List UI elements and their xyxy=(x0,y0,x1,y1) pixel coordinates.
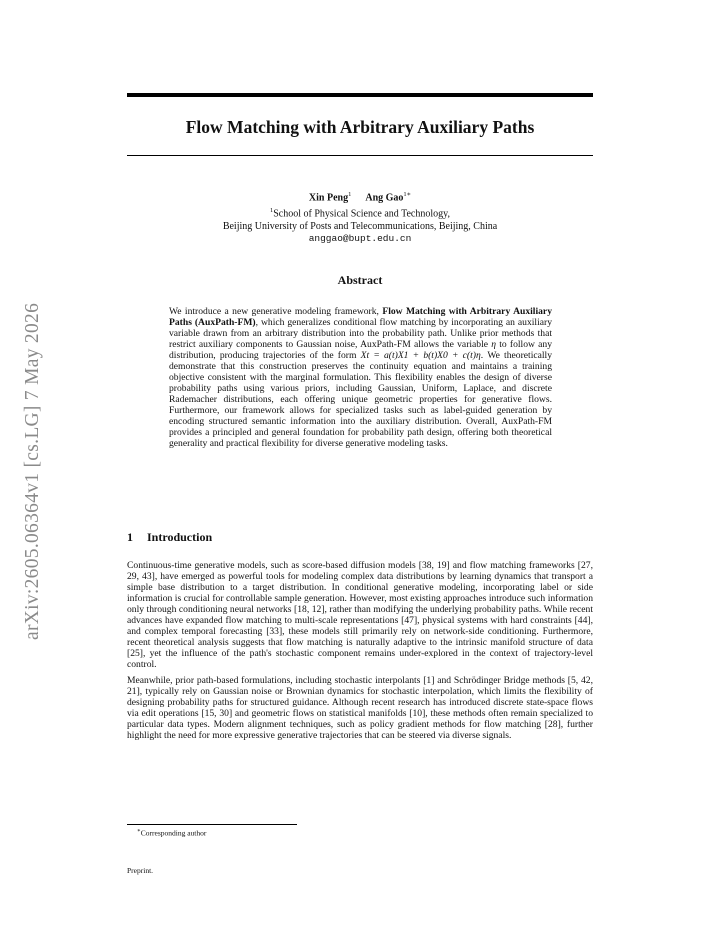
title-top-rule xyxy=(127,93,593,97)
author-2: Ang Gao xyxy=(365,192,404,204)
footnote-mark: ∗ xyxy=(137,828,141,834)
section-title: Introduction xyxy=(147,530,213,544)
section-heading xyxy=(127,530,593,545)
author-2-affil-mark: 1∗ xyxy=(403,191,412,198)
author-1: Xin Peng xyxy=(308,192,349,204)
abstract-heading: Abstract xyxy=(337,273,383,287)
framework-name: Flow Matching with Arbitrary Auxiliary Paths (AuxPath-FM) xyxy=(169,306,552,328)
paper-title: Flow Matching with Arbitrary Auxiliary Paths xyxy=(185,117,535,137)
author-email: anggao@bupt.edu.cn xyxy=(308,233,412,245)
footnote-rule xyxy=(127,824,297,825)
affiliation-mark: 1 xyxy=(269,206,274,214)
path-formula: Xt = a(t)X1 + b(t)X0 + c(t)η xyxy=(360,350,481,361)
preprint-label: Preprint. xyxy=(127,866,154,875)
author-block xyxy=(127,189,593,246)
arxiv-side-stamp: arXiv:2605.06364v1 [cs.LG] 7 May 2026 xyxy=(22,302,43,640)
title-bottom-rule xyxy=(127,155,593,156)
intro-paragraph-1: Continuous-time generative models, such as score-based diffusion models [38, 19] and flow matching frameworks [27, 29, 43], have emerged as powerful tools for modeling complex data distributions by learning dynamics that transport a simple base distribution to a target distribution. In conditional generative modeling, incorporating label or side information is crucial for controllable sample generation. However, most existing approaches introduce such information only through conditioning neural networks [18, 12], rather than modifying the underlying probability paths. While recent advances have expanded flow matching to multi-scale representations [47], physical systems with hard constraints [44], and complex temporal forecasting [33], these models still primarily rely on network-side conditioning. Furthermore, recent theoretical analysis suggests that flow matching is naturally adaptive to the intrinsic manifold structure of data [25], yet the influence of the path's stochastic component remains under-explored in the context of trajectory-level control. xyxy=(127,560,593,670)
affiliation-line-2: Beijing University of Posts and Telecommunications, Beijing, China xyxy=(222,220,498,232)
author-names xyxy=(127,189,593,205)
affiliation-line-1: $^1$School of Physical Science and Technology, xyxy=(269,206,450,220)
author-1-affil-mark: 1 xyxy=(348,191,352,198)
introduction-body xyxy=(127,560,593,746)
abstract-body: We introduce a new generative modeling framework, Flow Matching with Arbitrary Auxiliary Paths (AuxPath-FM), which generalizes conditional flow matching by incorporating an auxiliary variable drawn from an arbitrary distribution into the probability path. Unlike prior methods that restrict auxiliary components to Gaussian noise, AuxPath-FM allows the variable η to follow any distribution, producing trajectories of the form Xt = a(t)X1 + b(t)X0 + c(t)η. We theoretically demonstrate that this construction preserves the continuity equation and maintains a training objective consistent with the marginal formulation. This flexibility enables the design of diverse probability paths using various priors, including Gaussian, Uniform, Laplace, and discrete Rademacher distributions, each offering unique geometric properties for generative flows. Furthermore, our framework allows for specialized tasks such as label-guided generation by encoding structured semantic information into the auxiliary distribution. Overall, AuxPath-FM provides a principled and general foundation for probability path design, offering both theoretical generality and practical flexibility for diverse generative modeling tasks. xyxy=(169,306,553,449)
intro-paragraph-2: Meanwhile, prior path-based formulations, including stochastic interpolants [1] and Schrödinger Bridge methods [5, 42, 21], typically rely on Gaussian noise or Brownian dynamics for stochastic interpolation, which limits the flexibility of designing probability paths for structured guidance. Although recent research has introduced discrete state-space flows via edit operations [15, 30] and geometric flows on statistical manifolds [10], these methods often remain specialized to particular data types. Modern alignment techniques, such as policy gradient methods for flow matching [28], further highlight the need for more expressive generative trajectories that can be steered via diverse signals. xyxy=(127,675,593,741)
footnote: ∗Corresponding author xyxy=(137,828,207,838)
eta-symbol: η xyxy=(491,339,497,350)
section-number: 1 xyxy=(127,530,133,544)
